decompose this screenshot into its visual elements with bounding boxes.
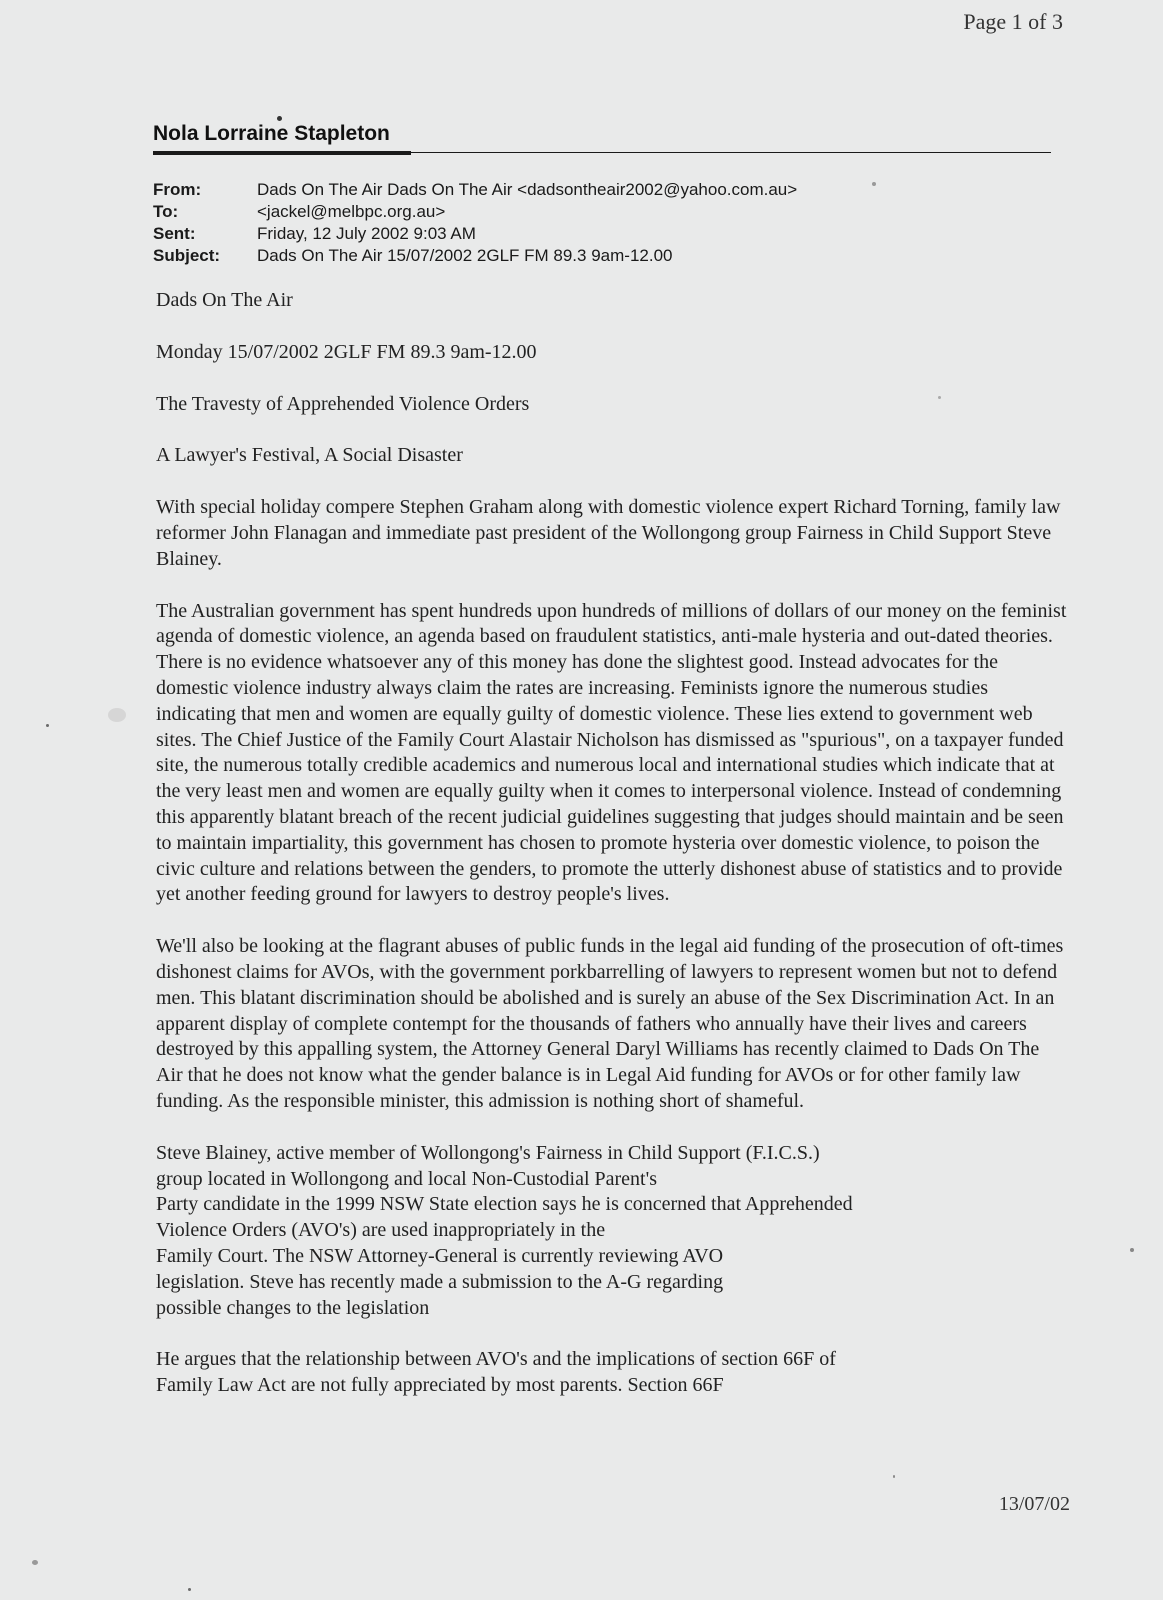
email-headers bbox=[153, 179, 797, 267]
header-label: Sent: bbox=[153, 224, 196, 243]
scan-speck bbox=[46, 724, 49, 727]
scan-speck bbox=[893, 1475, 895, 1478]
scan-speck bbox=[938, 396, 941, 399]
body-paragraph: The Australian government has spent hundreds upon hundreds of millions of dollars of our money on the feminist agenda of domestic violence, an agenda based on fraudulent statistics, anti-male hysteria and out-dated theories. There is no evidence whatsoever any of this money has done the slightest good. Instead advocates for the domestic violence industry always claim the rates are increasing. Feminists ignore the numerous studies indicating that men and women are equally guilty of domestic violence. These lies extend to government web sites. The Chief Justice of the Family Court Alastair Nicholson has dismissed as "spurious", on a taxpayer funded site, the numerous totally credible academics and numerous local and international studies which indicate that at the very least men and women are equally guilty when it comes to interpersonal violence. Instead of condemning this apparently blatant breach of the recent judicial guidelines suggesting that judges should maintain and be seen to maintain impartiality, this government has chosen to promote hysteria over domestic violence, to poison the civic culture and relations between the genders, to promote the utterly dishonest abuse of statistics and to provide yet another feeding ground for lawyers to destroy people's lives. bbox=[156, 599, 1067, 906]
body-paragraph: Monday 15/07/2002 2GLF FM 89.3 9am-12.00 bbox=[156, 340, 537, 363]
header-value: Dads On The Air 15/07/2002 2GLF FM 89.3 9am-12.00 bbox=[257, 246, 673, 265]
footer-date: 13/07/02 bbox=[998, 1493, 1070, 1515]
header-value: Friday, 12 July 2002 9:03 AM bbox=[257, 224, 476, 243]
body-paragraph: Steve Blainey, active member of Wollongong's Fairness in Child Support (F.I.C.S.) group located in Wollongong and local Non-Custodial Parent's Party candidate in the 1999 NSW State election says he is concerned that Apprehended Violence Orders (AVO's) are used inappropriately in the Family Court. The NSW Attorney-General is currently reviewing AVO legislation. Steve has recently made a submission to the A-G regarding possible changes to the legislation bbox=[156, 1141, 853, 1319]
body-paragraph: We'll also be looking at the flagrant abuses of public funds in the legal aid funding of the prosecution of oft-times dishonest claims for AVOs, with the government porkbarrelling of lawyers to represent women but not to defend men. This blatant discrimination should be abolished and is surely an abuse of the Sex Discrimination Act. In an apparent display of complete contempt for the thousands of fathers who annually have their lives and careers destroyed by this appalling system, the Attorney General Daryl Williams has recently claimed to Dads On The Air that he does not know what the gender balance is in Legal Aid funding for AVOs or for other family law funding. As the responsible minister, this admission is nothing short of shameful. bbox=[156, 935, 1064, 1112]
page-number: Page 1 of 3 bbox=[963, 9, 1063, 34]
header-from bbox=[153, 179, 797, 201]
header-label: To: bbox=[153, 202, 179, 221]
sender-name: Nola Lorraine Stapleton bbox=[153, 122, 390, 145]
header-label: Subject: bbox=[153, 246, 221, 265]
body-paragraph: A Lawyer's Festival, A Social Disaster bbox=[156, 444, 463, 467]
header-value: <jackel@melbpc.org.au> bbox=[257, 202, 446, 221]
scan-speck bbox=[188, 1588, 191, 1591]
scan-speck bbox=[32, 1560, 38, 1565]
email-body bbox=[156, 288, 1068, 1425]
body-paragraph: With special holiday compere Stephen Graham along with domestic violence expert Richard Torning, family law reformer John Flanagan and immediate past president of the Wollongong group Fairness in Child Support Steve Blainey. bbox=[156, 496, 1061, 570]
title-rule bbox=[153, 152, 1051, 153]
scan-speck bbox=[108, 708, 126, 722]
header-subject bbox=[153, 245, 797, 267]
body-paragraph: Dads On The Air bbox=[156, 289, 293, 311]
body-paragraph: The Travesty of Apprehended Violence Orders bbox=[156, 392, 530, 415]
header-label: From: bbox=[153, 180, 202, 199]
header-value: Dads On The Air Dads On The Air <dadsontheair2002@yahoo.com.au> bbox=[257, 180, 798, 199]
body-paragraph: He argues that the relationship between AVO's and the implications of section 66F of Family Law Act are not fully appreciated by most parents. Section 66F bbox=[156, 1348, 836, 1397]
header-to bbox=[153, 201, 797, 223]
scan-speck bbox=[1130, 1248, 1134, 1252]
scan-speck bbox=[277, 116, 282, 121]
scan-speck bbox=[872, 182, 876, 186]
header-sent bbox=[153, 223, 797, 245]
